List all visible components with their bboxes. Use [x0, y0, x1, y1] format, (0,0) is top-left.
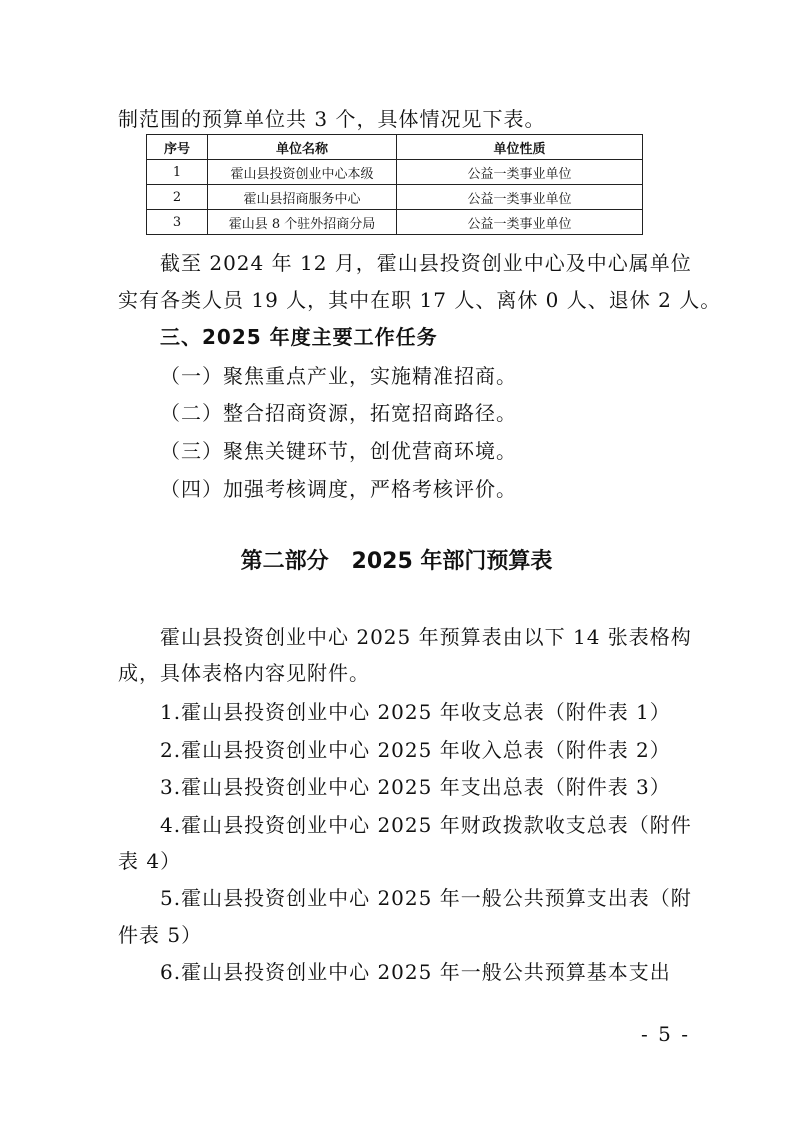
- attachment-item-3: 3.霍山县投资创业中心 2025 年支出总表（附件表 3）: [160, 775, 671, 799]
- part2-intro-line-2: 成，具体表格内容见附件。: [118, 661, 370, 685]
- task-item-4: （四）加强考核调度，严格考核评价。: [160, 477, 517, 501]
- attachment-item-5-cont: 件表 5）: [118, 923, 203, 947]
- budget-units-table: [146, 134, 643, 235]
- header-index: 序号: [147, 135, 208, 160]
- intro-line: 制范围的预算单位共 3 个，具体情况见下表。: [118, 107, 546, 131]
- cell-unit-nature: 公益一类事业单位: [397, 160, 643, 185]
- header-unit-nature: 单位性质: [397, 135, 643, 160]
- cell-index: 3: [147, 210, 208, 235]
- attachment-item-6: 6.霍山县投资创业中心 2025 年一般公共预算基本支出: [160, 960, 671, 984]
- section3-heading: 三、2025 年度主要工作任务: [160, 325, 438, 349]
- table-header-row: [147, 135, 643, 160]
- staff-line-1: 截至 2024 年 12 月，霍山县投资创业中心及中心属单位: [160, 251, 692, 275]
- header-unit-name: 单位名称: [208, 135, 397, 160]
- table-row: [147, 160, 643, 185]
- cell-unit-nature: 公益一类事业单位: [397, 210, 643, 235]
- cell-index: 2: [147, 185, 208, 210]
- attachment-item-4-cont: 表 4）: [118, 849, 182, 873]
- cell-unit-nature: 公益一类事业单位: [397, 185, 643, 210]
- table-row: [147, 185, 643, 210]
- part2-title: 第二部分 2025 年部门预算表: [240, 549, 553, 574]
- cell-unit-name: 霍山县招商服务中心: [208, 185, 397, 210]
- cell-index: 1: [147, 160, 208, 185]
- attachment-item-4: 4.霍山县投资创业中心 2025 年财政拨款收支总表（附件: [160, 813, 692, 837]
- task-item-1: （一）聚焦重点产业，实施精准招商。: [160, 364, 517, 388]
- task-item-2: （二）整合招商资源，拓宽招商路径。: [160, 401, 517, 425]
- page-number: - 5 -: [641, 1022, 690, 1046]
- attachment-item-5: 5.霍山县投资创业中心 2025 年一般公共预算支出表（附: [160, 886, 692, 910]
- staff-line-2: 实有各类人员 19 人，其中在职 17 人、离休 0 人、退休 2 人。: [118, 288, 722, 312]
- cell-unit-name: 霍山县 8 个驻外招商分局: [208, 210, 397, 235]
- attachment-item-1: 1.霍山县投资创业中心 2025 年收支总表（附件表 1）: [160, 700, 671, 724]
- part2-intro-line-1: 霍山县投资创业中心 2025 年预算表由以下 14 张表格构: [160, 625, 692, 649]
- task-item-3: （三）聚焦关键环节，创优营商环境。: [160, 439, 517, 463]
- cell-unit-name: 霍山县投资创业中心本级: [208, 160, 397, 185]
- attachment-item-2: 2.霍山县投资创业中心 2025 年收入总表（附件表 2）: [160, 738, 671, 762]
- table-row: [147, 210, 643, 235]
